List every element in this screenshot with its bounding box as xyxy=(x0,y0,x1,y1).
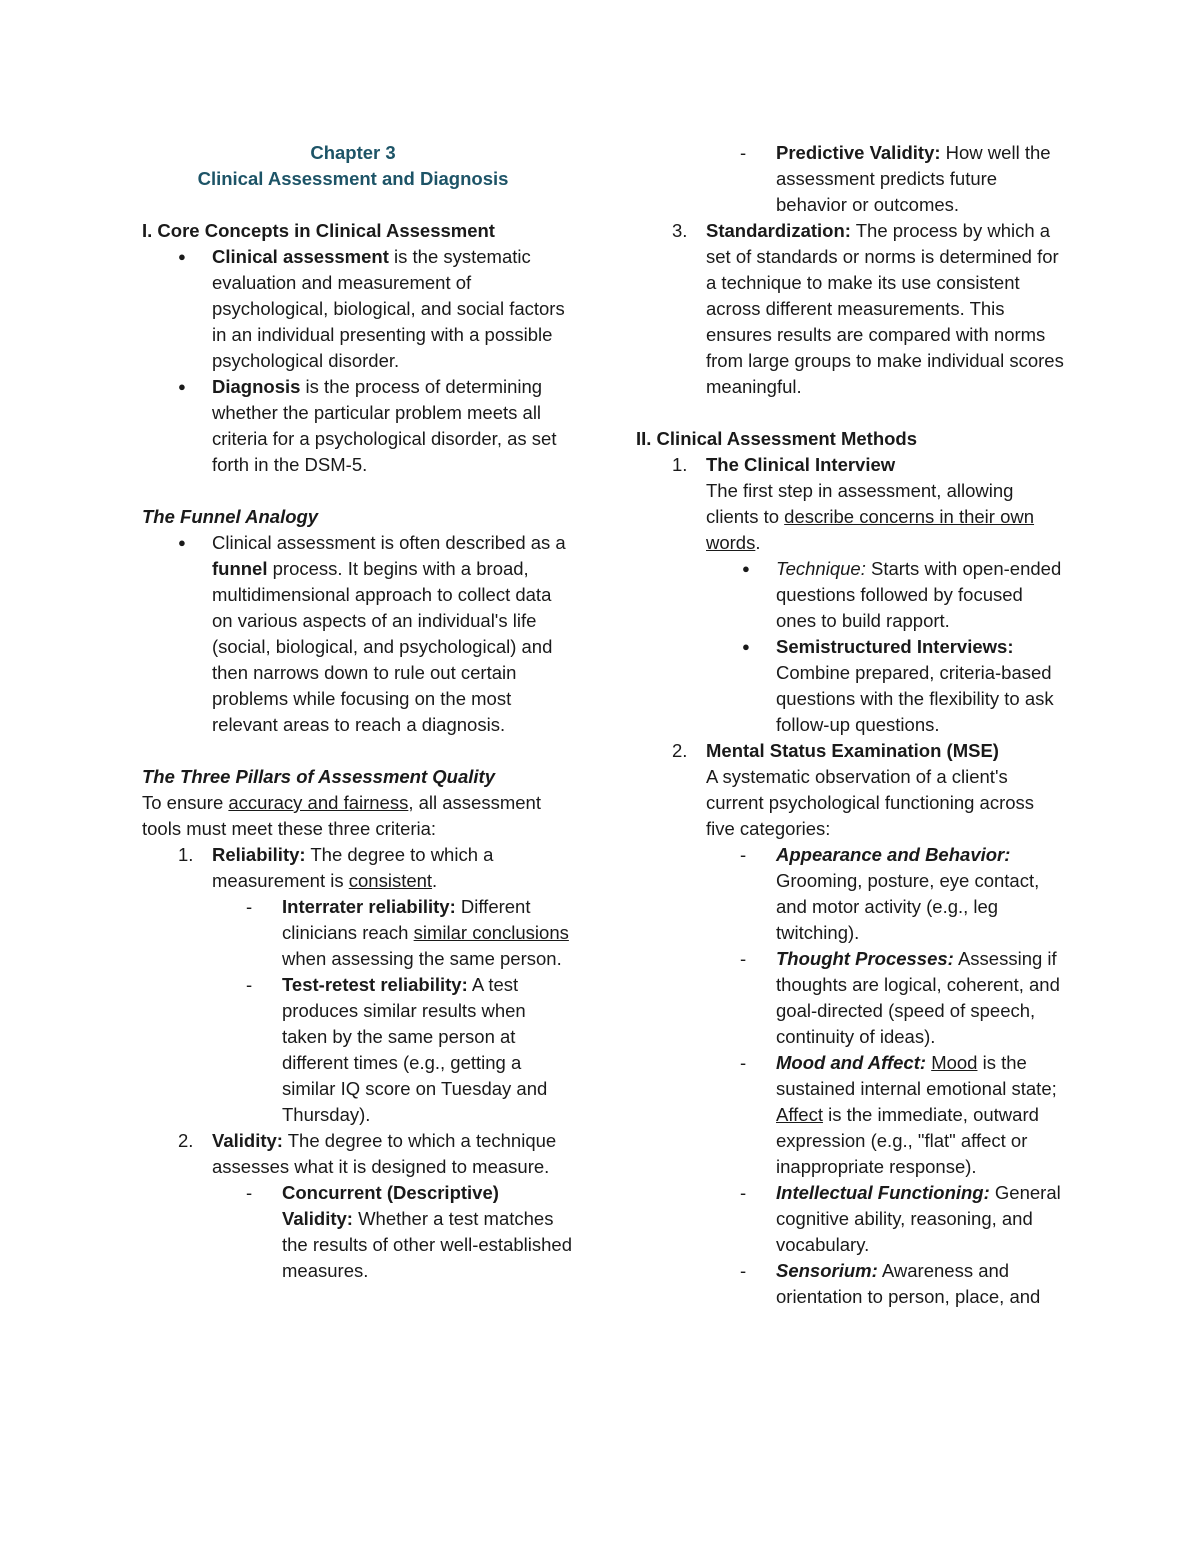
sub-item-sensorium: - Sensorium: Awareness and orientation to person, place, and xyxy=(740,1260,1041,1307)
chapter-title: Clinical Assessment and Diagnosis xyxy=(197,168,509,189)
term: Mood and Affect: xyxy=(776,1052,927,1073)
bullet-icon: ● xyxy=(742,561,750,576)
dash-marker: - xyxy=(740,142,747,163)
term: Semistructured Interviews: xyxy=(776,636,1014,657)
dash-marker: - xyxy=(740,948,747,969)
sub-item-predictive-validity: - Predictive Validity: How well the assessment predicts future behavior or outcomes. xyxy=(740,142,1051,215)
sub-item-concurrent-validity: - Concurrent (Descriptive) Validity: Whether a test matches the results of other well-established measures. xyxy=(246,1182,572,1281)
sub-item-interrater: - Interrater reliability: Different clinicians reach similar conclusions when assessing the same person. xyxy=(246,896,569,969)
dash-marker: - xyxy=(246,1182,253,1203)
section-heading-assessment-methods: II. Clinical Assessment Methods xyxy=(636,428,918,449)
sub-item-test-retest: - Test-retest reliability: A test produces similar results when taken by the same person at different times (e.g., getting a similar IQ score on Tuesday and Thursday). xyxy=(246,974,548,1125)
bullet-icon: ● xyxy=(178,249,186,264)
term: Clinical assessment xyxy=(212,246,389,267)
mse-description: A systematic observation of a client's current psychological functioning across five categories: xyxy=(706,766,1035,839)
numbered-item-validity: 2. Validity: The degree to which a technique assesses what it is designed to measure. xyxy=(178,1130,557,1177)
bullet-icon: ● xyxy=(178,379,186,394)
list-item xyxy=(142,374,572,478)
sub-item-appearance: - Appearance and Behavior: Grooming, posture, eye contact, and motor activity (e.g., leg twitching). xyxy=(740,844,1040,943)
term: Sensorium: xyxy=(776,1260,878,1281)
interview-description: The first step in assessment, allowing clients to describe concerns in their own words. xyxy=(706,480,1035,553)
term: funnel xyxy=(212,558,268,579)
term: Thought Processes: xyxy=(776,948,954,969)
dash-marker: - xyxy=(740,1182,747,1203)
term: Appearance and Behavior: xyxy=(776,844,1011,865)
list-item-semistructured: ● Semistructured Interviews: Combine prepared, criteria-based questions with the flexibility to ask follow-up questions. xyxy=(742,636,1054,735)
numbered-item-reliability: 1. Reliability: The degree to which a measurement is consistent. xyxy=(178,844,494,891)
numbered-item-mse xyxy=(636,738,1066,764)
term: Technique: xyxy=(776,558,866,579)
pillars-intro: To ensure accuracy and fairness, all assessment tools must meet these three criteria: xyxy=(142,792,541,839)
numbered-item-clinical-interview xyxy=(636,452,1066,478)
dash-marker: - xyxy=(740,844,747,865)
subheading-funnel-analogy: The Funnel Analogy xyxy=(142,506,319,527)
definition: is the process of determining whether the particular problem meets all criteria for a psychological disorder, as set forth in the DSM-5. xyxy=(212,376,557,475)
subheading-three-pillars: The Three Pillars of Assessment Quality xyxy=(142,766,495,787)
list-number: 2. xyxy=(672,740,688,761)
list-number: 1. xyxy=(672,454,688,475)
bullet-icon: ● xyxy=(742,639,750,654)
definition: is the systematic evaluation and measurement of psychological, biological, and social factors in an individual presenting with a possible psychological disorder. xyxy=(212,246,565,371)
item-title: The Clinical Interview xyxy=(706,454,896,475)
term: Interrater reliability: xyxy=(282,896,456,917)
term: Test-retest reliability: xyxy=(282,974,468,995)
title-block xyxy=(142,140,564,192)
sub-item-mood-affect: - Mood and Affect: Mood is the sustained internal emotional state; Affect is the immediate, outward expression (e.g., "flat" affect or inappropriate response). xyxy=(740,1052,1057,1177)
term: Validity: xyxy=(212,1130,283,1151)
item-title: Mental Status Examination (MSE) xyxy=(706,740,999,761)
list-number: 3. xyxy=(672,220,688,241)
sub-item-intellectual: - Intellectual Functioning: General cognitive ability, reasoning, and vocabulary. xyxy=(740,1182,1061,1255)
list-item xyxy=(142,244,572,374)
dash-marker: - xyxy=(740,1052,747,1073)
list-item: ● Clinical assessment is often described as a funnel process. It begins with a broad, multidimensional approach to collect data on various aspects of an individual's life (social, biological, and psychological) and then narrows down to rule out certain problems while focusing on the most relevant areas to reach a diagnosis. xyxy=(178,532,566,735)
dash-marker: - xyxy=(740,1260,747,1281)
left-column xyxy=(142,140,572,1284)
dash-marker: - xyxy=(246,974,253,995)
section-heading-core-concepts: I. Core Concepts in Clinical Assessment xyxy=(142,220,495,241)
term: Intellectual Functioning: xyxy=(776,1182,990,1203)
term: Predictive Validity: xyxy=(776,142,941,163)
numbered-item-standardization: 3. Standardization: The process by which a set of standards or norms is determined for a technique to make its use consistent across different measurements. This ensures results are compared with norms from large groups to make individual scores meaningful. xyxy=(672,220,1064,397)
term: Concurrent (Descriptive) Validity: xyxy=(282,1182,499,1229)
sub-item-thought-processes: - Thought Processes: Assessing if thoughts are logical, coherent, and goal-directed (speed of speech, continuity of ideas). xyxy=(740,948,1060,1047)
list-item-technique: ● Technique: Starts with open-ended questions followed by focused ones to build rapport. xyxy=(742,558,1062,631)
list-number: 1. xyxy=(178,844,194,865)
list-number: 2. xyxy=(178,1130,194,1151)
right-column xyxy=(636,140,1066,1310)
bullet-icon: ● xyxy=(178,535,186,550)
dash-marker: - xyxy=(246,896,253,917)
term: Diagnosis xyxy=(212,376,301,397)
term: Standardization: xyxy=(706,220,851,241)
term: Reliability: xyxy=(212,844,306,865)
chapter-label: Chapter 3 xyxy=(310,142,396,163)
